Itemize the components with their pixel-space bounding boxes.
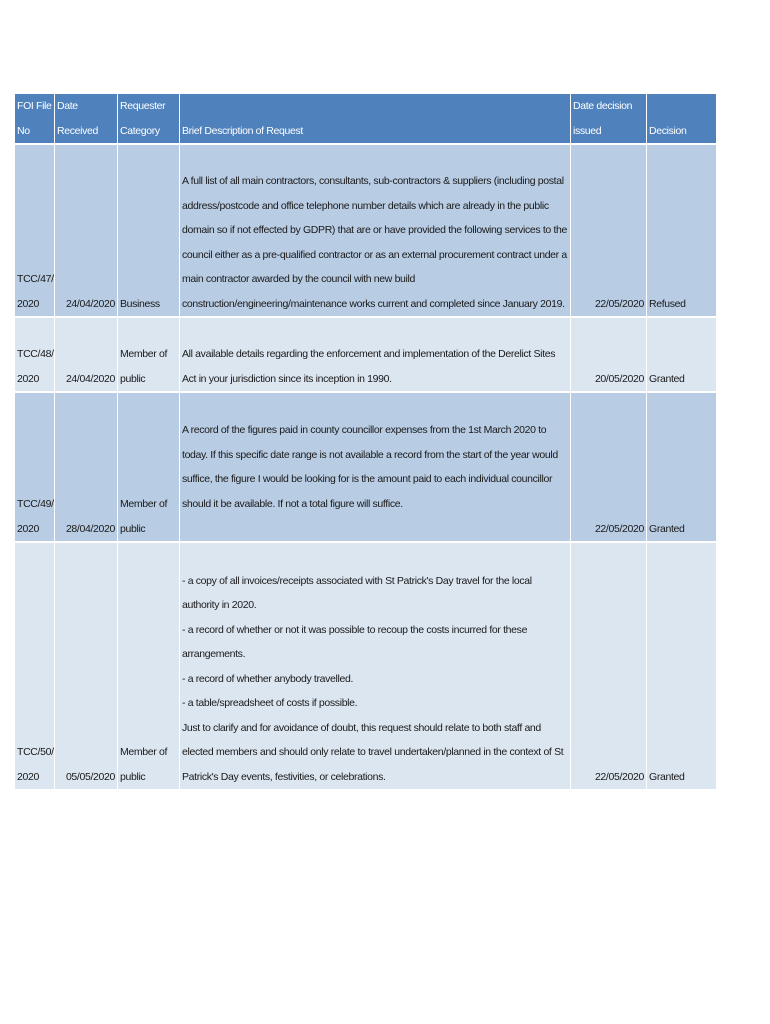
- cell-requester-category[interactable]: Member of public: [118, 318, 180, 393]
- cell-description[interactable]: A record of the figures paid in county councillor expenses from the 1st March 2020 to today. If this specific date range is not available a record from the start of the year would suffice, the figure I would be looking for is the amount paid to each individual councillor should it be available. If not a total figure will suffice.: [180, 393, 571, 543]
- cell-date-decision[interactable]: 22/05/2020: [571, 393, 647, 543]
- foi-requests-table: [15, 94, 717, 791]
- cell-description[interactable]: A full list of all main contractors, consultants, sub-contractors & suppliers (including postal address/postcode and office telephone number details which are already in the public domain so if not effected by GDPR) that are or have provided the following services to the council either as a pre-qualified contractor or as an external procurement contract under a main contractor awarded by the council with new build construction/engineering/maintenance works current and completed since January 2019.: [180, 145, 571, 318]
- cell-date-decision[interactable]: 22/05/2020: [571, 543, 647, 791]
- header-decision[interactable]: Decision: [647, 94, 717, 145]
- cell-date-received[interactable]: 24/04/2020: [55, 145, 118, 318]
- cell-date-received[interactable]: 28/04/2020: [55, 393, 118, 543]
- cell-file-no[interactable]: TCC/50/ 2020: [15, 543, 55, 791]
- header-date-received[interactable]: Date Received: [55, 94, 118, 145]
- foi-log-sheet: [15, 94, 717, 791]
- cell-file-no[interactable]: TCC/47/ 2020: [15, 145, 55, 318]
- cell-decision[interactable]: Granted: [647, 318, 717, 393]
- cell-description[interactable]: - a copy of all invoices/receipts associated with St Patrick's Day travel for the local authority in 2020. - a record of whether or not it was possible to recoup the costs incurred for these arrangements. - a record of whether anybody travelled. - a table/spreadsheet of costs if possible. Just to clarify and for avoidance of doubt, this request should relate to both staff and elected members and should only relate to travel undertaken/planned in the context of St Patrick's Day events, festivities, or celebrations.: [180, 543, 571, 791]
- cell-requester-category[interactable]: Member of public: [118, 543, 180, 791]
- table-row: [15, 145, 717, 318]
- cell-date-received[interactable]: 24/04/2020: [55, 318, 118, 393]
- cell-requester-category[interactable]: Business: [118, 145, 180, 318]
- header-row: [15, 94, 717, 145]
- header-file-no[interactable]: FOI File No: [15, 94, 55, 145]
- header-date-decision[interactable]: Date decision issued: [571, 94, 647, 145]
- cell-requester-category[interactable]: Member of public: [118, 393, 180, 543]
- cell-date-received[interactable]: 05/05/2020: [55, 543, 118, 791]
- cell-date-decision[interactable]: 20/05/2020: [571, 318, 647, 393]
- table-row: [15, 393, 717, 543]
- header-requester-category[interactable]: Requester Category: [118, 94, 180, 145]
- cell-decision[interactable]: Granted: [647, 543, 717, 791]
- cell-description[interactable]: All available details regarding the enforcement and implementation of the Derelict Sites Act in your jurisdiction since its inception in 1990.: [180, 318, 571, 393]
- table-row: [15, 543, 717, 791]
- cell-date-decision[interactable]: 22/05/2020: [571, 145, 647, 318]
- cell-decision[interactable]: Refused: [647, 145, 717, 318]
- cell-decision[interactable]: Granted: [647, 393, 717, 543]
- cell-file-no[interactable]: TCC/49/ 2020: [15, 393, 55, 543]
- cell-file-no[interactable]: TCC/48/ 2020: [15, 318, 55, 393]
- table-row: [15, 318, 717, 393]
- header-description[interactable]: Brief Description of Request: [180, 94, 571, 145]
